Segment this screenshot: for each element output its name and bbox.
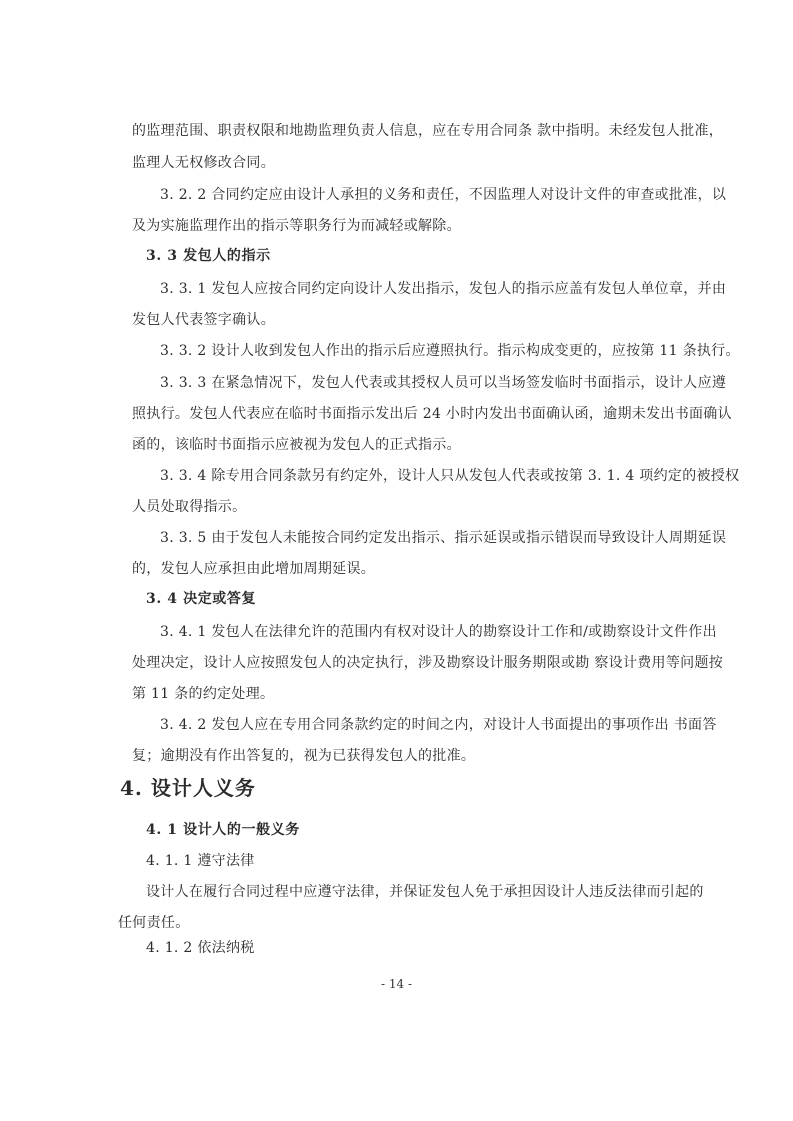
text-line: 3. 4. 1 发包人在法律允许的范围内有权对设计人的勘察设计工作和/或勘察设计文件作出 xyxy=(160,624,717,640)
text-line: 及为实施监理作出的指示等职务行为而减轻或解除。 xyxy=(132,218,461,234)
text-line: 的，发包人应承担由此增加周期延误。 xyxy=(132,561,376,577)
section-heading-4-1: 4. 1 设计人的一般义务 xyxy=(146,822,300,838)
text-line: 人员处取得指示。 xyxy=(132,499,247,515)
text-line: 3. 3. 4 除专用合同条款另有约定外，设计人只从发包人代表或按第 3. 1. 4 项约定的被授权 xyxy=(160,468,740,484)
text-line: 监理人无权修改合同。 xyxy=(132,155,275,171)
page-number: - 14 - xyxy=(380,977,412,991)
text-line: 3. 3. 5 由于发包人未能按合同约定发出指示、指示延误或指示错误而导致设计人周期延误 xyxy=(160,530,727,546)
text-line: 3. 3. 3 在紧急情况下，发包人代表或其授权人员可以当场签发临时书面指示，设计人应遵 xyxy=(160,375,727,391)
text-line: 设计人在履行合同过程中应遵守法律，并保证发包人免于承担因设计人违反法律而引起的 xyxy=(146,884,704,900)
text-line: 3. 2. 2 合同约定应由设计人承担的义务和责任，不因监理人对设计文件的审查或批准，以 xyxy=(160,187,727,203)
text-line: 的监理范围、职责权限和地勘监理负责人信息，应在专用合同条 款中指明。未经发包人批准， xyxy=(132,123,724,139)
text-line: 处理决定，设计人应按照发包人的决定执行，涉及勘察设计服务期限或勘 察设计费用等问题按 xyxy=(132,655,724,671)
text-line: 函的，该临时书面指示应被视为发包人的正式指示。 xyxy=(132,437,461,453)
text-line: 3. 4. 2 发包人应在专用合同条款约定的时间之内，对设计人书面提出的事项作出 书面答 xyxy=(160,717,717,733)
section-heading-3-4: 3. 4 决定或答复 xyxy=(146,591,257,607)
text-line: 复；逾期没有作出答复的，视为已获得发包人的批准。 xyxy=(132,748,476,764)
chapter-heading-4: 4. 设计人义务 xyxy=(120,776,256,800)
section-heading-3-3: 3. 3 发包人的指示 xyxy=(146,248,271,264)
text-line: 3. 3. 1 发包人应按合同约定向设计人发出指示，发包人的指示应盖有发包人单位章，并由 xyxy=(160,281,727,297)
text-line: 第 11 条的约定处理。 xyxy=(132,686,275,702)
text-line: 任何责任。 xyxy=(118,915,190,931)
text-line: 4. 1. 1 遵守法律 xyxy=(146,853,255,869)
text-line: 4. 1. 2 依法纳税 xyxy=(146,940,255,956)
text-line: 发包人代表签字确认。 xyxy=(132,312,275,328)
text-line: 3. 3. 2 设计人收到发包人作出的指示后应遵照执行。指示构成变更的，应按第 11 条执行。 xyxy=(160,343,740,359)
text-line: 照执行。发包人代表应在临时书面指示发出后 24 小时内发出书面确认函，逾期未发出书面确认 xyxy=(132,406,732,422)
